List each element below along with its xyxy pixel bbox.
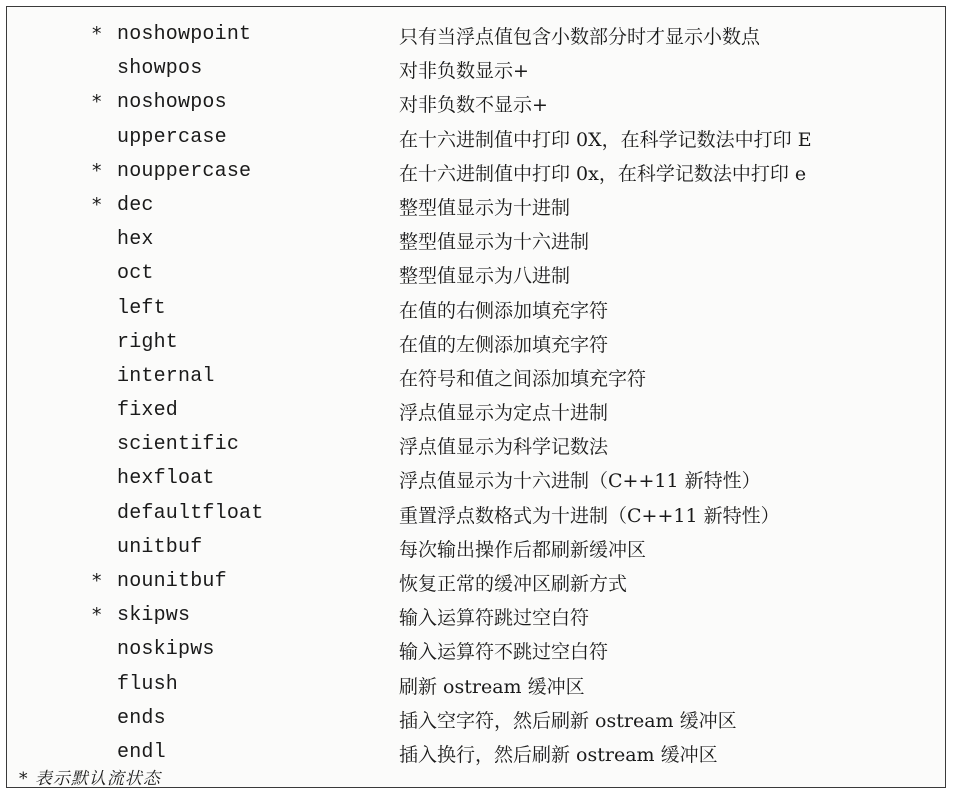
manipulator-name: endl <box>117 740 166 764</box>
manipulator-name: flush <box>117 672 179 696</box>
default-marker: * <box>91 193 103 216</box>
manipulator-description: 对非负数不显示+ <box>399 94 548 117</box>
manipulator-name: skipws <box>117 604 191 628</box>
table-row <box>7 259 945 293</box>
manipulator-name: right <box>117 330 179 354</box>
default-marker: * <box>91 570 103 592</box>
table-row <box>7 635 945 669</box>
manipulator-description: 浮点值显示为十六进制（C++11 新特性） <box>399 470 761 493</box>
table-row <box>7 294 945 328</box>
manipulator-description: 整型值显示为八进制 <box>399 265 571 288</box>
manipulator-name: ends <box>117 706 166 730</box>
table-row <box>7 123 945 157</box>
table-row <box>7 533 945 567</box>
manipulator-name: noshowpos <box>117 91 227 115</box>
manipulator-description: 重置浮点数格式为十进制（C++11 新特性） <box>399 504 780 527</box>
manipulator-name: left <box>117 296 166 320</box>
table-row <box>7 704 945 738</box>
manipulator-description: 对非负数显示+ <box>399 60 529 83</box>
table-row <box>7 464 945 498</box>
table-row <box>7 54 945 88</box>
table-row <box>7 328 945 362</box>
manipulator-description: 恢复正常的缓冲区刷新方式 <box>399 573 628 595</box>
table-row <box>7 225 945 259</box>
manipulator-name: fixed <box>117 399 179 423</box>
manipulator-description: 浮点值显示为定点十进制 <box>399 402 609 425</box>
manipulator-description: 在十六进制值中打印 0x，在科学记数法中打印 e <box>399 162 807 185</box>
manipulator-description: 只有当浮点值包含小数部分时才显示小数点 <box>399 26 761 48</box>
manipulator-name: noshowpoint <box>117 23 252 46</box>
manipulator-description: 在值的右侧添加填充字符 <box>399 299 609 322</box>
manipulator-name: nounitbuf <box>117 570 227 593</box>
manipulator-description: 输入运算符不跳过空白符 <box>399 641 609 664</box>
manipulator-name: uppercase <box>117 125 227 149</box>
default-marker: * <box>91 159 103 182</box>
manipulator-name: dec <box>117 193 154 217</box>
manipulator-name: hexfloat <box>117 467 215 491</box>
manipulator-name: hex <box>117 228 154 252</box>
table-row <box>7 396 945 430</box>
table-row <box>7 670 945 704</box>
manipulator-description: 浮点值显示为科学记数法 <box>399 436 609 459</box>
manipulator-name: oct <box>117 262 154 286</box>
table-row <box>7 157 945 191</box>
table-rows <box>7 20 945 772</box>
table-row <box>7 430 945 464</box>
default-marker: * <box>91 23 103 45</box>
manipulator-name: unitbuf <box>117 535 203 559</box>
manipulator-description: 在值的左侧添加填充字符 <box>399 333 609 356</box>
manipulator-description: 整型值显示为十进制 <box>399 196 571 219</box>
manipulator-description: 插入空字符，然后刷新 ostream 缓冲区 <box>399 709 737 732</box>
manipulator-name: internal <box>117 364 215 388</box>
manipulator-name: noskipws <box>117 638 215 662</box>
table-row <box>7 567 945 601</box>
table-row <box>7 499 945 533</box>
table-row <box>7 20 945 54</box>
manipulator-description: 在符号和值之间添加填充字符 <box>399 367 647 390</box>
manipulator-name: defaultfloat <box>117 501 264 525</box>
table-row <box>7 88 945 122</box>
manipulator-description: 在十六进制值中打印 0X，在科学记数法中打印 E <box>399 128 812 151</box>
manipulator-description: 刷新 ostream 缓冲区 <box>399 675 585 698</box>
default-marker: * <box>91 604 103 627</box>
default-marker: * <box>91 91 103 114</box>
manipulator-description: 整型值显示为十六进制 <box>399 231 590 254</box>
manipulator-name: nouppercase <box>117 159 252 183</box>
manipulator-description: 插入换行，然后刷新 ostream 缓冲区 <box>399 743 718 766</box>
manipulator-name: scientific <box>117 433 240 457</box>
manipulator-name: showpos <box>117 57 203 81</box>
table-row <box>7 362 945 396</box>
table-row <box>7 191 945 225</box>
table-row <box>7 601 945 635</box>
manipulator-description: 输入运算符跳过空白符 <box>399 607 590 630</box>
manipulator-description: 每次输出操作后都刷新缓冲区 <box>399 538 647 561</box>
footnote: * 表示默认流状态 <box>19 769 161 789</box>
manipulator-table <box>6 6 946 788</box>
